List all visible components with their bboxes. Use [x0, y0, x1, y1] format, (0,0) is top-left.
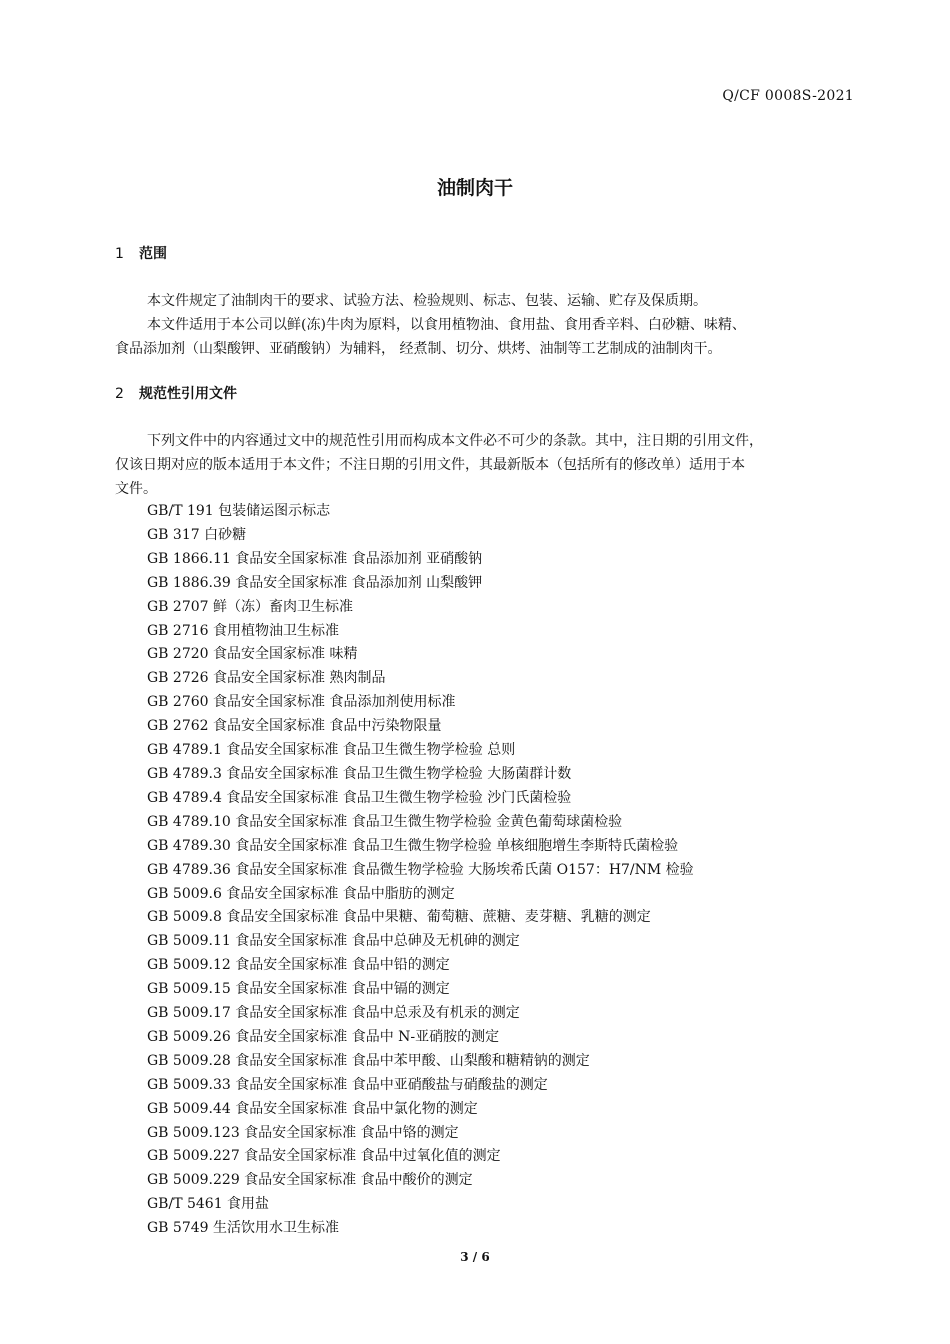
- section-title: 规范性引用文件: [139, 386, 237, 402]
- section-1-heading: [115, 243, 167, 263]
- reference-item: GB 5009.123 食品安全国家标准 食品中铬的测定: [147, 1124, 459, 1141]
- reference-item: GB 1866.11 食品安全国家标准 食品添加剂 亚硝酸钠: [147, 550, 483, 567]
- reference-item: GB 5009.17 食品安全国家标准 食品中总汞及有机汞的测定: [147, 1005, 520, 1022]
- reference-item: GB 5009.227 食品安全国家标准 食品中过氧化值的测定: [147, 1148, 501, 1165]
- scope-paragraph-2: [115, 313, 860, 361]
- paragraph-line: 文件。: [115, 481, 157, 497]
- reference-item: GB 4789.1 食品安全国家标准 食品卫生微生物学检验 总则: [147, 742, 516, 759]
- reference-item: GB/T 5461 食用盐: [147, 1196, 270, 1213]
- reference-item: GB 5009.6 食品安全国家标准 食品中脂肪的测定: [147, 885, 455, 902]
- reference-item: GB 5009.11 食品安全国家标准 食品中总砷及无机砷的测定: [147, 933, 520, 950]
- reference-item: GB 4789.3 食品安全国家标准 食品卫生微生物学检验 大肠菌群计数: [147, 765, 572, 782]
- reference-item: GB 317 白砂糖: [147, 526, 247, 543]
- reference-item: GB 5749 生活饮用水卫生标准: [147, 1220, 340, 1237]
- reference-item: GB 4789.36 食品安全国家标准 食品微生物学检验 大肠埃希氏菌 O157：H7/NM 检验: [147, 861, 694, 878]
- paragraph-line: 本文件规定了油制肉干的要求、试验方法、检验规则、标志、包装、运输、贮存及保质期。: [147, 293, 707, 309]
- reference-list: [147, 500, 694, 1241]
- reference-item: GB 2762 食品安全国家标准 食品中污染物限量: [147, 718, 442, 735]
- section-number: 1: [115, 246, 124, 262]
- paragraph-line: 本文件适用于本公司以鲜(冻)牛肉为原料，以食用植物油、食用盐、食用香辛料、白砂糖、味精、: [147, 317, 746, 333]
- paragraph-line: 仅该日期对应的版本适用于本文件；不注日期的引用文件，其最新版本（包括所有的修改单）适用于本: [115, 457, 745, 473]
- paragraph-line: 食品添加剂（山梨酸钾、亚硝酸钠）为辅料， 经煮制、切分、烘烤、油制等工艺制成的油制肉干。: [115, 341, 722, 357]
- section-2-heading: [115, 383, 237, 403]
- reference-item: GB 5009.33 食品安全国家标准 食品中亚硝酸盐与硝酸盐的测定: [147, 1076, 548, 1093]
- section-title: 范围: [139, 246, 167, 262]
- reference-item: GB 4789.10 食品安全国家标准 食品卫生微生物学检验 金黄色葡萄球菌检验: [147, 813, 623, 830]
- normative-references-paragraph: [115, 429, 860, 501]
- reference-item: GB 5009.15 食品安全国家标准 食品中镉的测定: [147, 981, 450, 998]
- reference-item: GB 5009.8 食品安全国家标准 食品中果糖、葡萄糖、蔗糖、麦芽糖、乳糖的测定: [147, 909, 651, 926]
- scope-paragraph-1: [115, 289, 860, 313]
- reference-item: GB 2716 食用植物油卫生标准: [147, 622, 340, 639]
- reference-item: GB 5009.28 食品安全国家标准 食品中苯甲酸、山梨酸和糖精钠的测定: [147, 1052, 590, 1069]
- reference-item: GB 5009.12 食品安全国家标准 食品中铅的测定: [147, 957, 450, 974]
- reference-item: GB 5009.26 食品安全国家标准 食品中 N-亚硝胺的测定: [147, 1028, 500, 1045]
- reference-item: GB 2720 食品安全国家标准 味精: [147, 646, 358, 663]
- reference-item: GB 2726 食品安全国家标准 熟肉制品: [147, 670, 386, 687]
- reference-item: GB 4789.30 食品安全国家标准 食品卫生微生物学检验 单核细胞增生李斯特氏菌检验: [147, 837, 679, 854]
- reference-item: GB 5009.229 食品安全国家标准 食品中酸价的测定: [147, 1172, 473, 1189]
- reference-item: GB/T 191 包装储运图示标志: [147, 503, 331, 519]
- standard-code: Q/CF 0008S-2021: [722, 88, 854, 104]
- reference-item: GB 2707 鲜（冻）畜肉卫生标准: [147, 598, 354, 615]
- reference-item: GB 1886.39 食品安全国家标准 食品添加剂 山梨酸钾: [147, 574, 483, 591]
- page-number: 3 / 6: [460, 1250, 490, 1264]
- document-title: 油制肉干: [436, 177, 513, 199]
- paragraph-line: 下列文件中的内容通过文中的规范性引用而构成本文件必不可少的条款。其中，注日期的引用文件，: [147, 433, 763, 449]
- reference-item: GB 4789.4 食品安全国家标准 食品卫生微生物学检验 沙门氏菌检验: [147, 789, 572, 806]
- reference-item: GB 2760 食品安全国家标准 食品添加剂使用标准: [147, 694, 456, 711]
- reference-item: GB 5009.44 食品安全国家标准 食品中氯化物的测定: [147, 1100, 478, 1117]
- section-number: 2: [115, 386, 124, 402]
